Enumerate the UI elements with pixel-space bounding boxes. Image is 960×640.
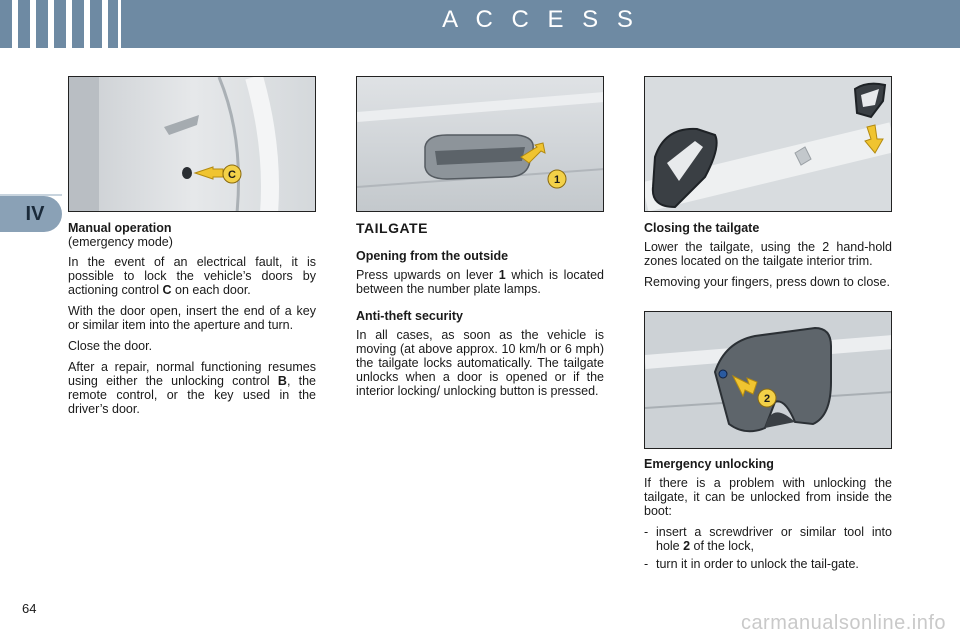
emergency-step-1: - insert a screwdriver or similar tool into hole 2 of the lock, [644,525,892,553]
chapter-tab [0,196,62,232]
emergency-steps [644,525,892,571]
manual-operation-subheading: (emergency mode) [68,235,173,249]
lock-callout: 2 [763,393,771,405]
page-number: 64 [22,601,37,616]
manual-operation-para4: After a repair, normal functioning resumes using either the unlocking control B, the remote control, or the key used in the driver’s door. [68,360,316,416]
emergency-heading: Emergency unlocking [644,457,774,471]
manual-operation-para2: With the door open, insert the end of a key or similar item into the aperture and turn. [68,304,316,332]
door-callout: C [228,169,236,181]
page-title: A C C E S S [442,6,639,33]
figure-door-control [68,76,316,212]
closing-heading: Closing the tailgate [644,221,760,235]
figure-tailgate-lever [356,76,604,212]
left-column [68,221,316,423]
middle-column [356,221,604,405]
chapter-tab-label: IV [25,202,45,225]
closing-text1: Lower the tailgate, using the 2 hand-hold zones located on the tailgate interior trim. [644,240,892,268]
antitheft-text: In all cases, as soon as the vehicle is moving (at above approx. 10 km/h or 6 mph) the tailgate locks automatically. The tailgate unlocks when a door is opened or if the interior locking/ unlocking button is pressed. [356,328,604,398]
lever-callout: 1 [553,174,561,186]
emergency-text: If there is a problem with unlocking the tailgate, it can be unlocked from inside the boot: [644,476,892,518]
closing-text2: Removing your fingers, press down to close. [644,275,890,289]
opening-heading: Opening from the outside [356,249,509,263]
antitheft-heading: Anti-theft security [356,309,463,323]
section-title: TAILGATE [356,220,428,236]
manual-operation-para3: Close the door. [68,339,153,353]
right-column-top [644,221,892,296]
manual-operation-heading: Manual operation [68,221,172,235]
figure-tailgate-lock [644,311,892,449]
header-bar [0,0,960,48]
manual-operation-para1: In the event of an electrical fault, it is possible to lock the vehicle’s doors by actioning control C on each door. [68,255,316,297]
right-column-bottom [644,457,892,575]
emergency-step-2: - turn it in order to unlock the tail-gate. [644,557,892,571]
watermark: carmanualsonline.info [740,612,946,634]
figure-tailgate-handholds [644,76,892,212]
opening-text: Press upwards on lever 1 which is located between the number plate lamps. [356,268,604,296]
